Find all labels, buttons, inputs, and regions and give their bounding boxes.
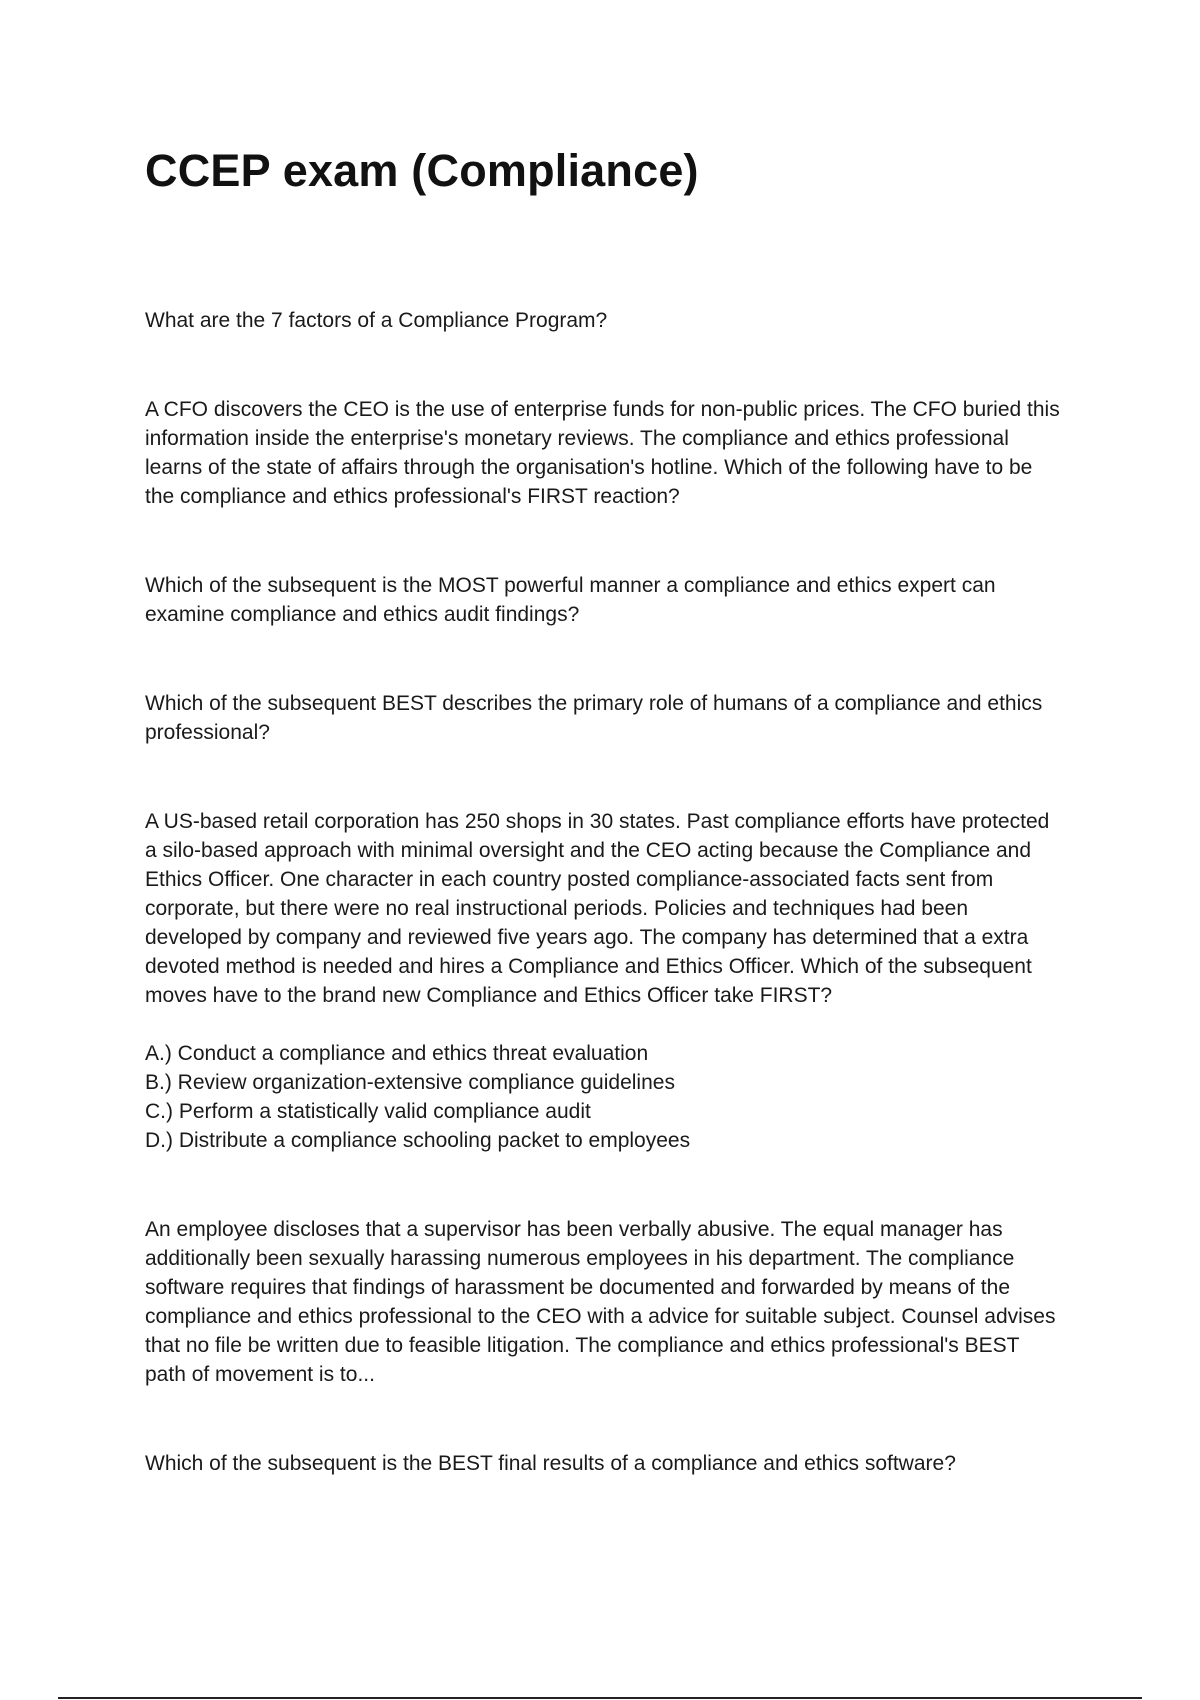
- question-3: Which of the subsequent is the MOST powerful manner a compliance and ethics expert can examine compliance and ethics audit findings?: [145, 574, 996, 626]
- question-2: A CFO discovers the CEO is the use of enterprise funds for non-public prices. The CFO buried this information inside the enterprise's monetary reviews. The compliance and ethics professional learns of the state of affairs through the organisation's hotline. Which of the following have to be the compliance and ethics professional's FIRST reaction?: [145, 398, 1060, 508]
- question-4: Which of the subsequent BEST describes the primary role of humans of a compliance and ethics professional?: [145, 692, 1043, 744]
- question-1: What are the 7 factors of a Compliance Program?: [145, 309, 608, 332]
- option-a: A.) Conduct a compliance and ethics threat evaluation: [145, 1042, 649, 1065]
- document-body: [145, 306, 1065, 1478]
- question-7: Which of the subsequent is the BEST final results of a compliance and ethics software?: [145, 1452, 956, 1475]
- question-5: A US-based retail corporation has 250 shops in 30 states. Past compliance efforts have protected a silo-based approach with minimal oversight and the CEO acting because the Compliance and Ethics Officer. One character in each country posted compliance-associated facts sent from corporate, but there were no real instructional periods. Policies and techniques had been developed by company and reviewed five years ago. The company has determined that a extra devoted method is needed and hires a Compliance and Ethics Officer. Which of the subsequent moves have to the brand new Compliance and Ethics Officer take FIRST?: [145, 810, 1050, 1007]
- option-c: C.) Perform a statistically valid compliance audit: [145, 1100, 591, 1123]
- question-5-options: [145, 1039, 1065, 1155]
- document-title: CCEP exam (Compliance): [145, 145, 699, 196]
- option-d: D.) Distribute a compliance schooling packet to employees: [145, 1129, 691, 1152]
- question-6: An employee discloses that a supervisor has been verbally abusive. The equal manager has additionally been sexually harassing numerous employees in his department. The compliance software requires that findings of harassment be documented and forwarded by means of the compliance and ethics professional to the CEO with a advice for suitable subject. Counsel advises that no file be written due to feasible litigation. The compliance and ethics professional's BEST path of movement is to...: [145, 1218, 1056, 1386]
- footer-divider: [58, 1697, 1142, 1699]
- option-b: B.) Review organization-extensive compliance guidelines: [145, 1071, 675, 1094]
